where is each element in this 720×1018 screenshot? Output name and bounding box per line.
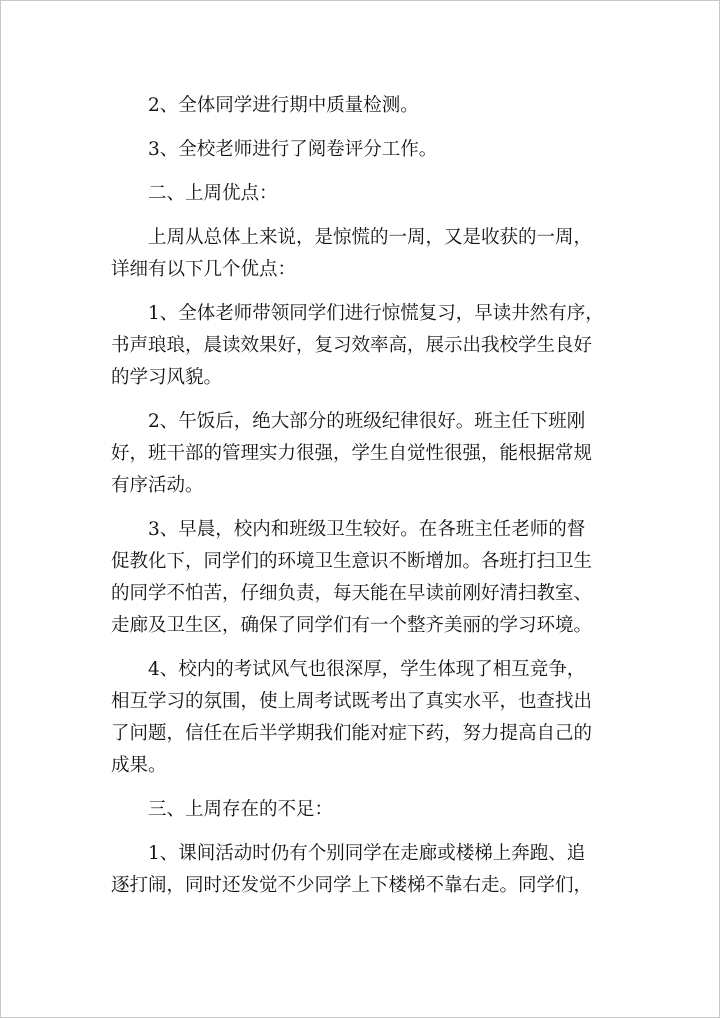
- section-heading-2: [111, 178, 617, 210]
- paragraph-line: 1、全体老师带领同学们进行惊慌复习，早读井然有序，: [148, 303, 604, 324]
- paragraph-line: 的学习风貌。: [111, 367, 223, 388]
- paragraph-line: 的同学不怕苦，仔细负责，每天能在早读前刚好清扫教室、: [111, 583, 593, 604]
- paragraph-line: 了问题，信任在后半学期我们能对症下药，努力提高自己的: [111, 723, 593, 744]
- paragraph-4: [111, 222, 617, 286]
- paragraph-line: 逐打闹，同时还发觉不少同学上下楼梯不靠右走。同学们，: [111, 875, 593, 896]
- paragraph-line: 3、全校老师进行了阅卷评分工作。: [148, 139, 438, 160]
- paragraph-8: [111, 654, 617, 782]
- paragraph-line: 有序活动。: [111, 475, 204, 496]
- section-heading-3: [111, 794, 617, 826]
- paragraph-5: [111, 298, 617, 394]
- paragraph-line: 成果。: [111, 755, 167, 776]
- paragraph-line: 好，班干部的管理实力很强，学生自觉性很强，能根据常规: [111, 443, 593, 464]
- paragraph-6: [111, 406, 617, 502]
- paragraph-line: 1、课间活动时仍有个别同学在走廊或楼梯上奔跑、追: [148, 843, 586, 864]
- document-body: [111, 90, 617, 902]
- paragraph-line: 上周从总体上来说，是惊慌的一周，又是收获的一周，: [148, 227, 593, 248]
- paragraph-line: 相互学习的氛围，使上周考试既考出了真实水平，也查找出: [111, 691, 593, 712]
- paragraph-line: 2、午饭后，绝大部分的班级纪律很好。班主任下班刚: [148, 411, 586, 432]
- section-heading-text: 二、上周优点：: [148, 183, 278, 204]
- section-heading-text: 三、上周存在的不足：: [148, 799, 334, 820]
- paragraph-1: [111, 90, 617, 122]
- paragraph-line: 促教化下，同学们的环境卫生意识不断增加。各班打扫卫生: [111, 551, 593, 572]
- paragraph-7: [111, 514, 617, 642]
- paragraph-line: 2、全体同学进行期中质量检测。: [148, 95, 419, 116]
- paragraph-2: [111, 134, 617, 166]
- paragraph-line: 书声琅琅，晨读效果好，复习效率高，展示出我校学生良好: [111, 335, 593, 356]
- paragraph-line: 详细有以下几个优点：: [111, 259, 297, 280]
- paragraph-10: [111, 838, 617, 902]
- paragraph-line: 3、早晨，校内和班级卫生较好。在各班主任老师的督: [148, 519, 586, 540]
- paragraph-line: 4、校内的考试风气也很深厚，学生体现了相互竞争，: [148, 659, 586, 680]
- paragraph-line: 走廊及卫生区，确保了同学们有一个整齐美丽的学习环境。: [111, 615, 593, 636]
